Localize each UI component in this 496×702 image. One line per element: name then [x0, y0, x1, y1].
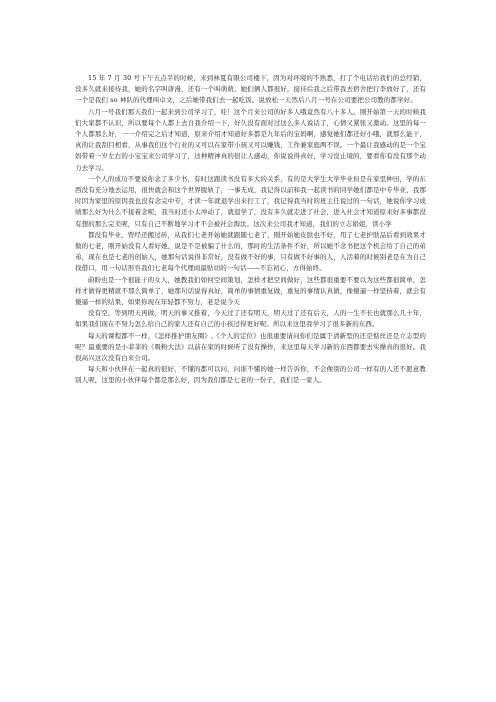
paragraph-founder-story: 都没有毕业，曾经还搬过砖，从我们七老开始她就跟随七老了，刚开始她皮肤也不好，用了七老护肤品后看到效果才做的七老，刚开始没有人看好她，说是不是被骗了什么的，那时的生活条件不好，所以她不念书把这个机会给了自己的弟弟，现在也是七老的创始人，她那句话说得非常好，没有做不好的事，只有做不好事的人，人活着的时候别老是在为自己找借口，用一句话形容我们七老每个代理商最贴切的一句话——不忘初心，方得始终。	[75, 230, 426, 273]
paragraph-space-planning: 蔚盼也是一个很能干的女人，她教我们如何空间策划，怎样才把空间做好，这些都很重要不要以为这些都很简单，怎样才做得更精就不那么简单了，她那句话说得真好，简单的事情重复做，重复的事情认真做，像傻逼一样坚持着，就会有傻逼一样的结果，如果你现在年轻都不努力，老是说今天	[75, 275, 426, 307]
paragraph-arrival: 15 年 7 月 30 号下午五点半的时候，来到林夏有限公司楼下，因为对环境的不熟悉，打了个电话给我们的总经销，没多久就来接待我，她的名字叫唐漫，还有一个叫萌萌，她们俩人都很好，接待后我之后带我去宿舍把行李放好了，还有一个是我们 so 神队的代理叫卓文，之后她带我们去一起吃饭。说放松一天然后八月一号在公司要把公司教的都学好。	[75, 74, 426, 105]
paragraph-first-day: 八月一号我们那天我们一起来到公司学习了，哇！这个月来公司的好多人哦竟然有八十多人。刚开始第一天的时候我们大家都不认识，所以要每个人都上去自我介绍一下，好久没有面对过这么多人说话了，心情又紧张又激动。这里的每一个人都那么好，一一介绍完之后才知道，原来介绍才知道好多都是九年后的宝妈啊，感觉她们都还好小哦，就那么能干，真的让我刮目相看，从事我们这个行业的又可以在家带小孩又可以赚钱，工作兼家庭两不误。一个最让我感动的是一个宝妈带着一岁左右的小宝宝来公司学习了，这种精神真的很让人感动，你说说得真好，学习没止境的，要看你有没有那个动力去学习。	[75, 107, 426, 172]
paragraph-effort: 没有空，等到明天再做，明天的事又推着，今天过了还有明天，明天过了还有后天，人的一生不长也就那么几十年，如果我们现在不努力怎么给自己的家人还有自己的小孩过得更好呢。所以来这里我学习了很多新的东西。	[75, 309, 426, 329]
paragraph-learning: 一个人的成功不要说你念了多少书，有时这跟读书没有多大的关系，有的是大学生大学毕业但是在家里种田，学的东西没有充分地去运用，很快就会和这个世界脱轨了，一事无成，我记得以前和我一起读书的同学她们都是中专毕业，我那时因为家里的原因我也没有念完中专，才读一年就退学出来打工了，我记得我当时的班主任说过的一句话，她说你学习成绩那么好为什么不接着念呢，我当时还小太冲动了，就退学了，没有多久就走进了社会，进入社会才知道原来好多事都没有想的那么完美呢，只有自己不断地学习才不会被社会淘汰。这次来公司我才知道，我们的立志娟姐，读小学	[75, 174, 426, 228]
paragraph-courses: 每天的课程都不一样，《怎样推护朋友圈》,《个人的定位》也很重要请问你们是属于清新型的还是惦丝还是立志型的呢？最重要的是小菲菲的《吸粉大法》以前在家的时候听了没有操作，来这里每天学习新的东西都要去实操真的很好。我很高兴这次没有白来公司。	[75, 331, 426, 363]
document-body	[75, 73, 426, 387]
paragraph-team: 每天和小伙伴在一起真的很好，不懂的都可以问，问谁不懂的她一样告诉你，不会像别的公司一样有的人还不愿意教别人呢，这里的小伙伴每个都是那么好，因为我们都是七老的一份子，我们是一家人。	[75, 365, 426, 385]
